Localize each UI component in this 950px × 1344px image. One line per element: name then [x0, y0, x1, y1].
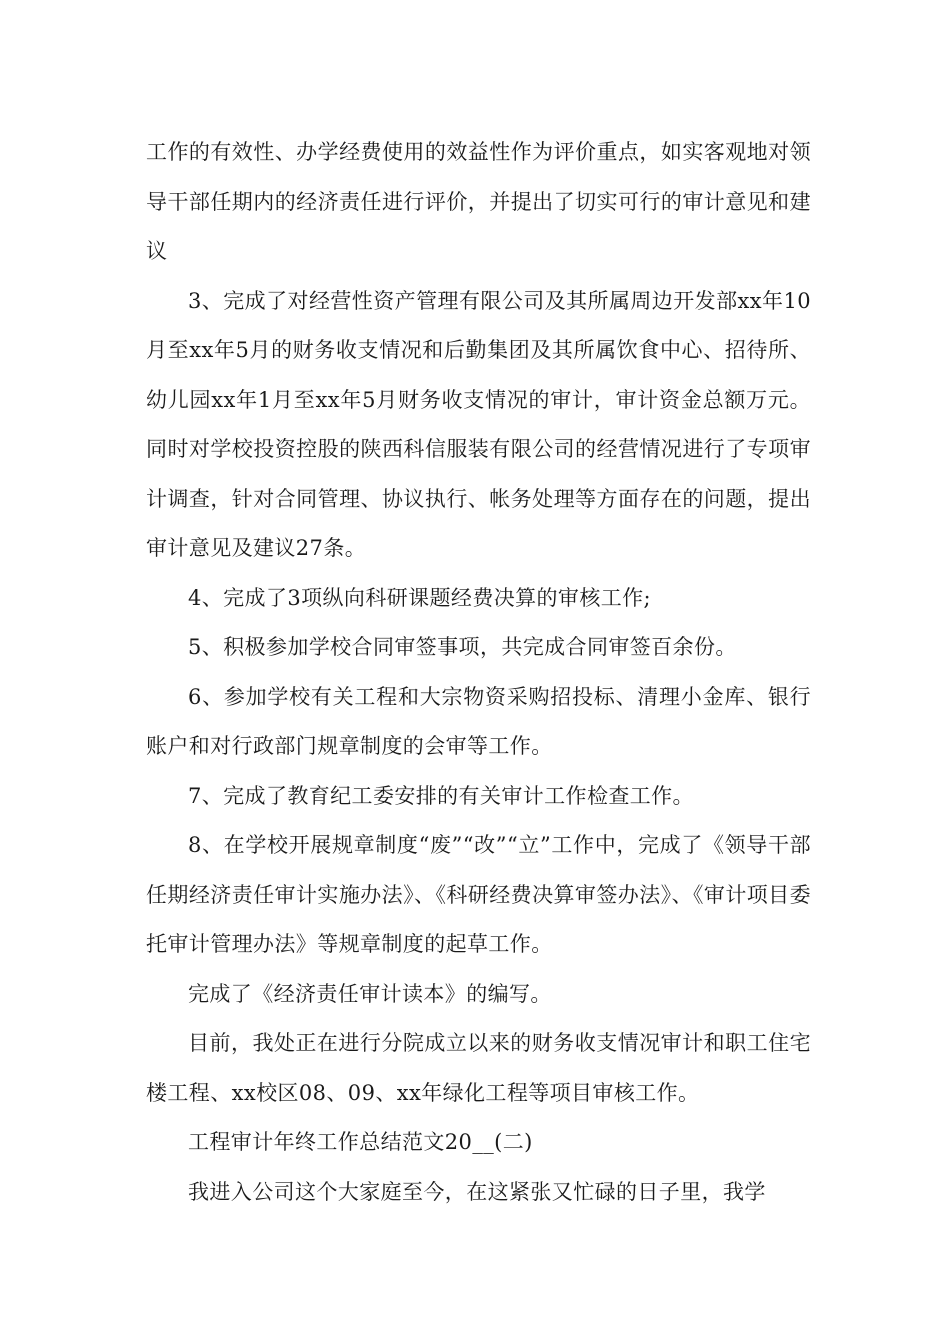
paragraph-continuation: 工作的有效性、办学经费使用的效益性作为评价重点，如实客观地对领导干部任期内的经济责任进行评价，并提出了切实可行的审计意见和建议 [146, 140, 811, 263]
document-body [146, 128, 811, 1217]
paragraph-intro: 我进入公司这个大家庭至今，在这紧张又忙碌的日子里，我学 [188, 1179, 766, 1204]
paragraph-current-work: 目前，我处正在进行分院成立以来的财务收支情况审计和职工住宅楼工程、xx校区08、09、xx年绿化工程等项目审核工作。 [146, 1031, 811, 1105]
paragraph-item-8: 8、在学校开展规章制度“废”“改”“立”工作中，完成了《领导干部任期经济责任审计实施办法》、《科研经费决算审签办法》、《审计项目委托审计管理办法》等规章制度的起草工作。 [146, 833, 811, 956]
paragraph-item-3: 3、完成了对经营性资产管理有限公司及其所属周边开发部xx年10月至xx年5月的财务收支情况和后勤集团及其所属饮食中心、招待所、幼儿园xx年1月至xx年5月财务收支情况的审计，审计资金总额万元。同时对学校投资控股的陕西科信服装有限公司的经营情况进行了专项审计调查，针对合同管理、协议执行、帐务处理等方面存在的问题，提出审计意见及建议27条。 [146, 288, 811, 560]
paragraph-item-5: 5、积极参加学校合同审签事项，共完成合同审签百余份。 [188, 635, 737, 659]
paragraph-item-7: 7、完成了教育纪工委安排的有关审计工作检查工作。 [188, 783, 694, 808]
paragraph-item-4: 4、完成了3项纵向科研课题经费决算的审核工作; [188, 585, 651, 610]
paragraph-item-6: 6、参加学校有关工程和大宗物资采购招投标、清理小金库、银行账户和对行政部门规章制度的会审等工作。 [146, 684, 811, 758]
paragraph-handbook: 完成了《经济责任审计读本》的编写。 [188, 981, 552, 1006]
section-heading: 工程审计年终工作总结范文20__(二) [188, 1130, 533, 1154]
